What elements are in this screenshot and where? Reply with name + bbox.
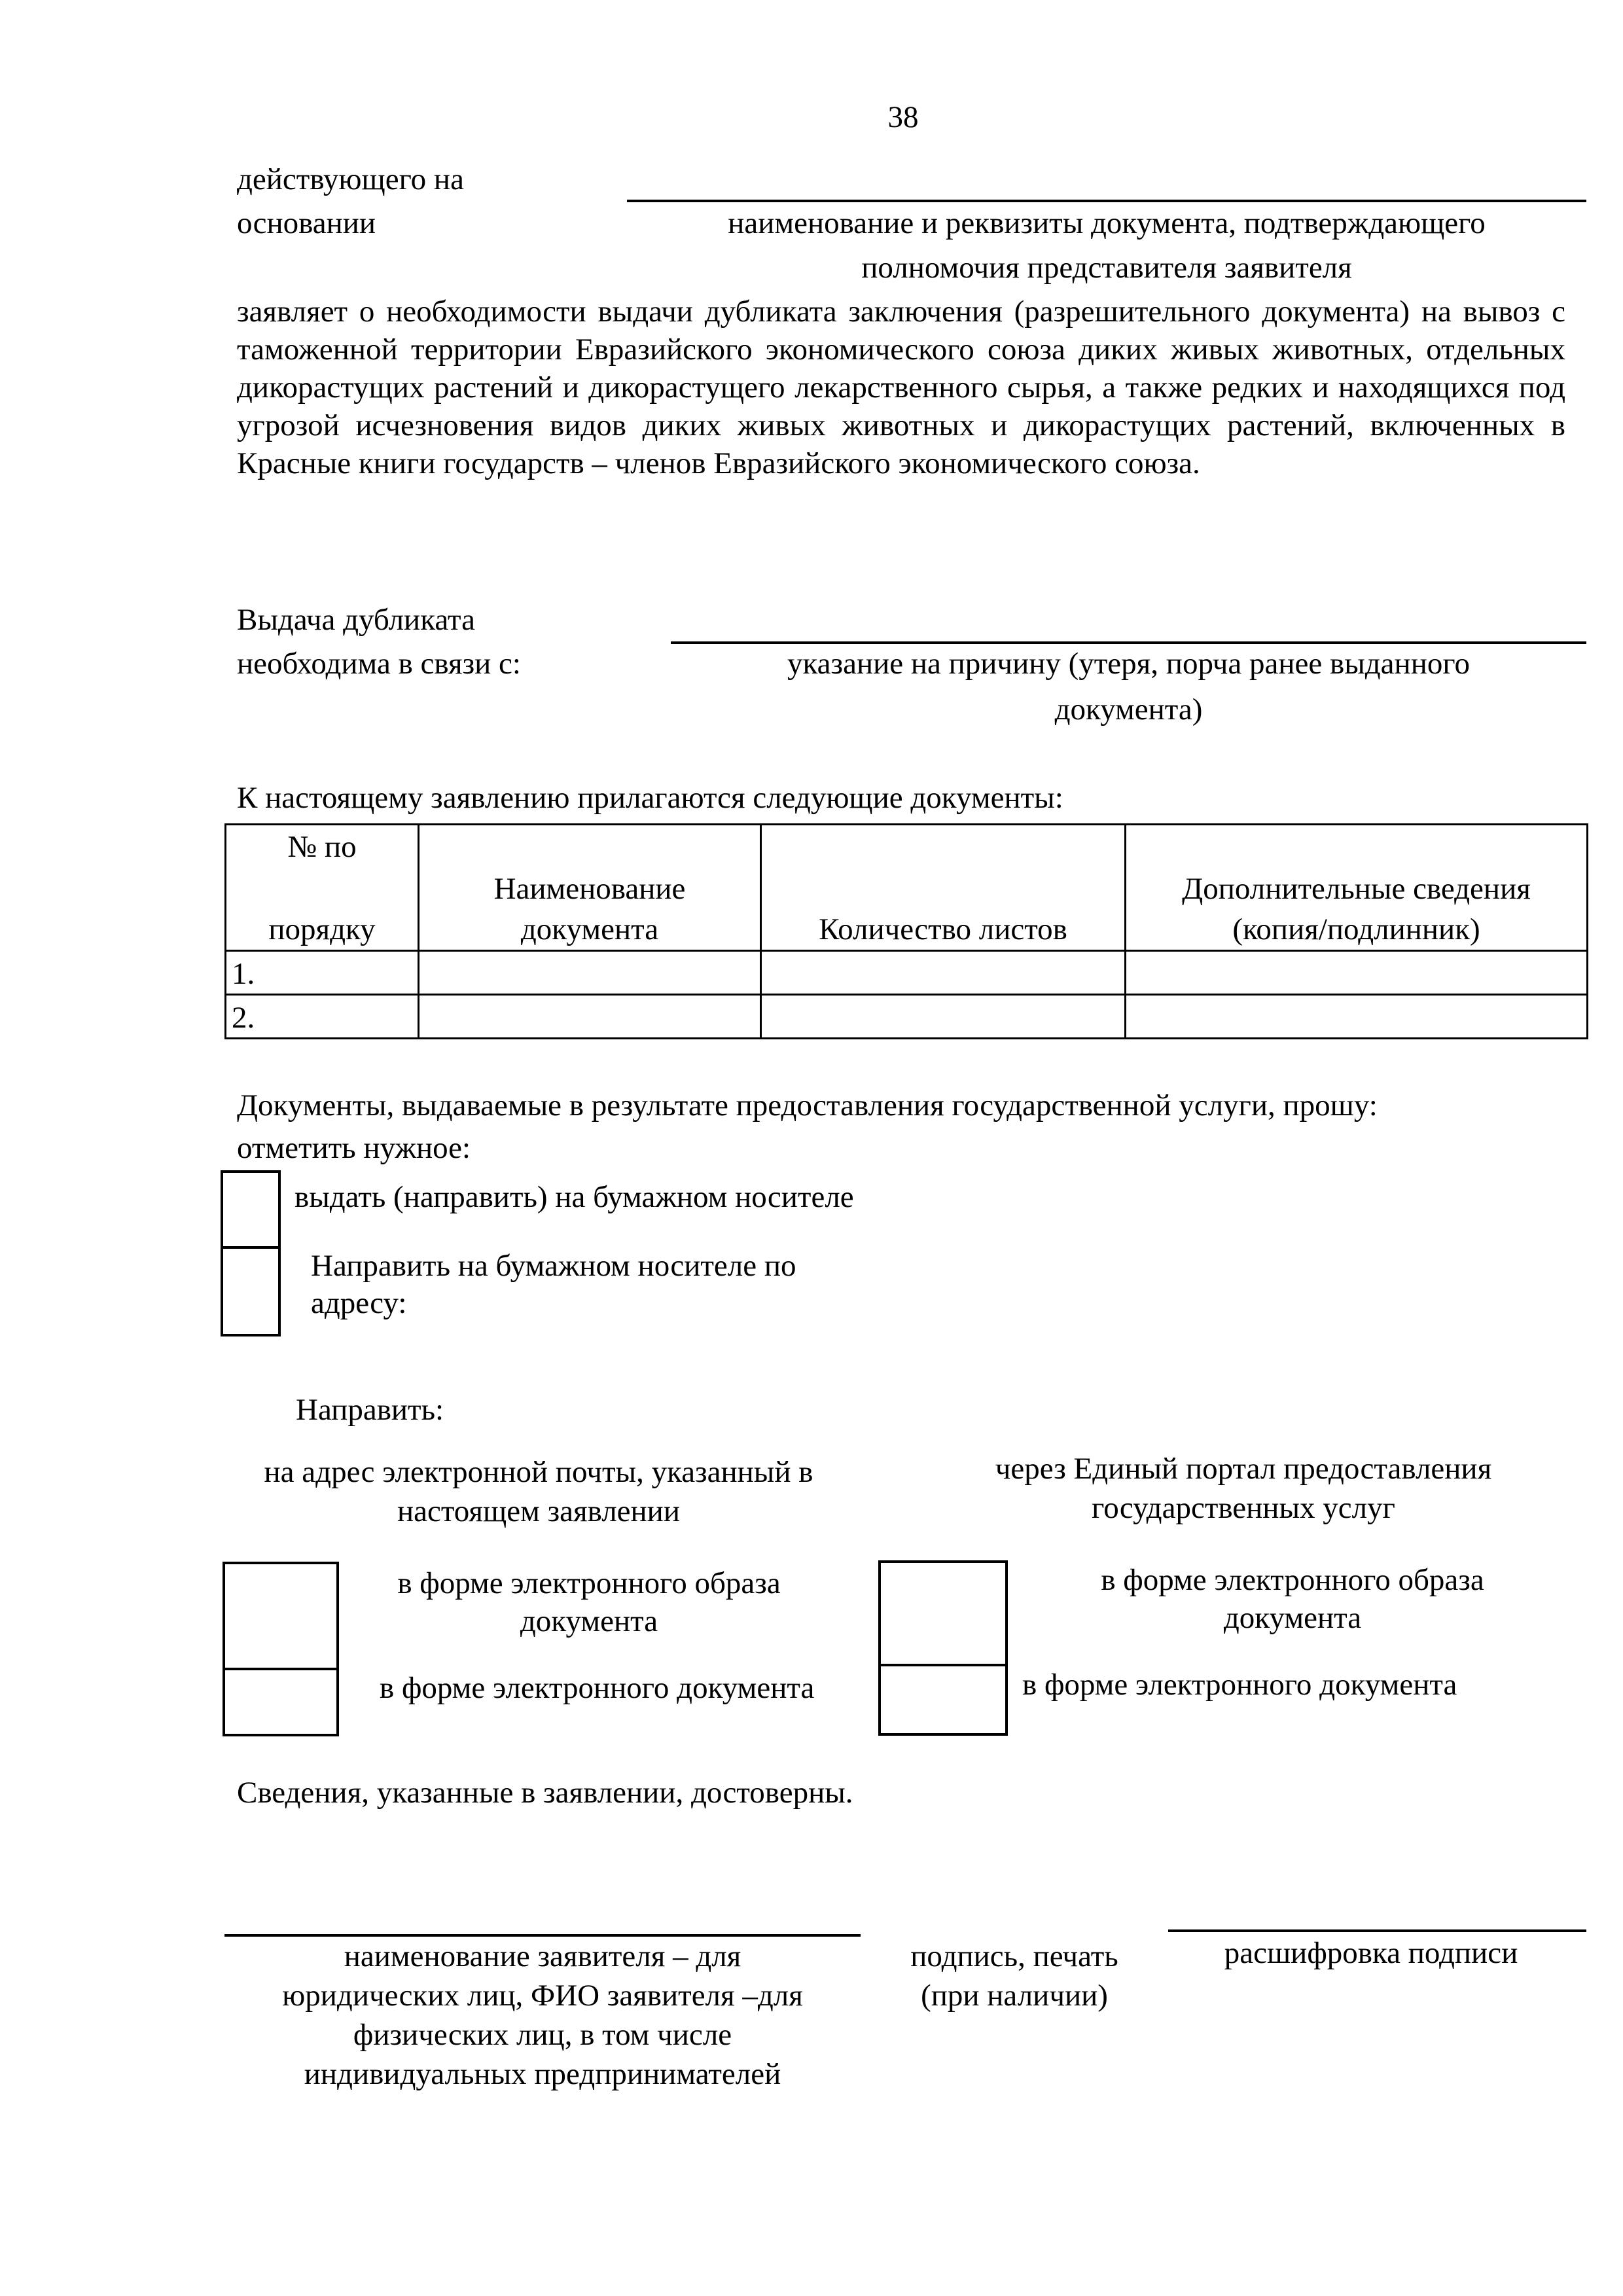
table-row <box>226 951 1588 995</box>
row-number-cell: 2. <box>226 995 419 1039</box>
attachments-intro: К настоящему заявлению прилагаются следующие документы: <box>237 781 1063 815</box>
attachments-header-row <box>226 825 1588 951</box>
applicant-caption-line4: индивидуальных предпринимателей <box>304 2057 781 2091</box>
paper-issue-checkbox[interactable] <box>221 1170 281 1249</box>
portal-document-label: в форме электронного документа <box>1022 1668 1457 1702</box>
row-number-cell: 1. <box>226 951 419 995</box>
header-number-line2: порядку <box>268 912 376 946</box>
representative-document-field[interactable] <box>627 200 1586 202</box>
paper-option-mail-label-line1: Направить на бумажном носителе по <box>311 1249 796 1283</box>
header-number <box>226 825 419 951</box>
reason-field[interactable] <box>671 641 1586 644</box>
portal-image-checkbox[interactable] <box>878 1560 1008 1666</box>
header-sheet-count <box>761 825 1126 951</box>
email-image-label-line2: документа <box>520 1604 658 1638</box>
portal-document-checkbox[interactable] <box>878 1664 1008 1736</box>
delivery-intro-line2: отметить нужное: <box>237 1131 471 1165</box>
paper-mail-checkbox[interactable] <box>221 1246 281 1336</box>
send-label: Направить: <box>296 1393 444 1427</box>
email-heading-line2: настоящем заявлении <box>397 1494 680 1528</box>
portal-heading-line1: через Единый портал предоставления <box>995 1452 1492 1486</box>
page-number: 38 <box>887 100 919 134</box>
header-additional-info <box>1126 825 1588 951</box>
email-image-checkbox[interactable] <box>223 1562 339 1670</box>
representative-label-line2: основании <box>237 206 376 240</box>
header-sheets-label: Количество листов <box>819 912 1067 946</box>
representative-field-caption-line1: наименование и реквизиты документа, подтверждающего <box>728 206 1486 240</box>
applicant-name-field[interactable] <box>224 1934 861 1937</box>
portal-image-label-line1: в форме электронного образа <box>1101 1563 1484 1597</box>
header-extra-line2: (копия/подлинник) <box>1232 912 1480 946</box>
reason-label-line2: необходима в связи с: <box>237 647 521 681</box>
sign-caption-line1: подпись, печать <box>910 1939 1118 1973</box>
signature-decode-field[interactable] <box>1168 1929 1586 1932</box>
header-name-line2: документа <box>520 912 659 946</box>
portal-image-label-line2: документа <box>1223 1601 1362 1635</box>
email-document-label: в форме электронного документа <box>380 1671 815 1705</box>
table-row <box>226 995 1588 1039</box>
email-heading-line1: на адрес электронной почты, указанный в <box>264 1455 813 1489</box>
sheet-count-cell[interactable] <box>761 951 1126 995</box>
representative-field-caption-line2: полномочия представителя заявителя <box>861 251 1352 285</box>
additional-info-cell[interactable] <box>1126 995 1588 1039</box>
header-document-name <box>419 825 761 951</box>
statement-paragraph: заявляет о необходимости выдачи дубликата заключения (разрешительного документа) на вывоз с таможенной территории Евразийского экономического союза диких живых животных, отдельных дикорастущих растений и дикорастущего лекарственного сырья, а также редких и находящихся под угрозой исчезновения видов диких живых животных и дикорастущих растений, включенных в Красные книги государств – членов Евразийского экономического союза. <box>237 295 1565 480</box>
attachments-table <box>224 823 1588 1039</box>
paper-option-issue-label: выдать (направить) на бумажном носителе <box>294 1180 854 1214</box>
confirmation-text: Сведения, указанные в заявлении, достоверны. <box>237 1776 853 1810</box>
portal-heading-line2: государственных услуг <box>1092 1491 1395 1525</box>
header-number-line1: № по <box>287 830 357 864</box>
applicant-caption-line2: юридических лиц, ФИО заявителя –для <box>282 1979 803 2013</box>
decode-caption: расшифровка подписи <box>1224 1936 1518 1970</box>
paper-option-mail-label-line2: адресу: <box>311 1286 407 1320</box>
reason-label-line1: Выдача дубликата <box>237 603 475 637</box>
additional-info-cell[interactable] <box>1126 951 1588 995</box>
header-name-line1: Наименование <box>493 872 686 906</box>
document-name-cell[interactable] <box>419 995 761 1039</box>
reason-field-caption-line2: документа) <box>1054 692 1203 726</box>
reason-field-caption-line1: указание на причину (утеря, порча ранее выданного <box>787 647 1470 681</box>
applicant-caption-line3: физических лиц, в том числе <box>353 2018 732 2052</box>
document-name-cell[interactable] <box>419 951 761 995</box>
email-image-label-line1: в форме электронного образа <box>397 1566 781 1600</box>
representative-label-line1: действующего на <box>237 162 464 196</box>
header-extra-line1: Дополнительные сведения <box>1182 872 1531 906</box>
applicant-caption-line1: наименование заявителя – для <box>344 1939 741 1973</box>
delivery-intro-line1: Документы, выдаваемые в результате предоставления государственной услуги, прошу: <box>237 1088 1378 1122</box>
email-document-checkbox[interactable] <box>223 1668 339 1736</box>
sheet-count-cell[interactable] <box>761 995 1126 1039</box>
sign-caption-line2: (при наличии) <box>921 1979 1108 2013</box>
